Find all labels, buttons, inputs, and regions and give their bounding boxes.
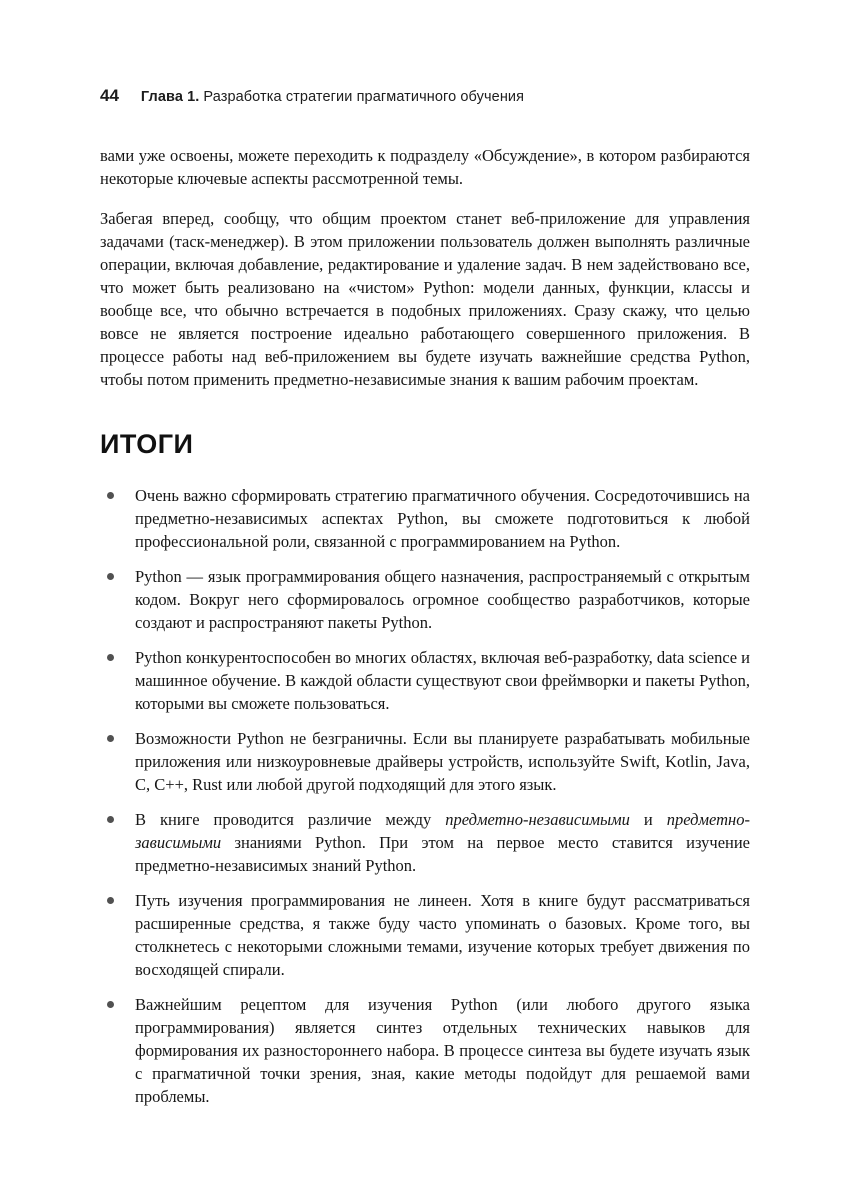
bullet-icon [107,492,114,499]
list-item [100,727,750,796]
intro-paragraph: Забегая вперед, сообщу, что общим проектом станет веб-приложение для управления задачами (таск-менеджер). В этом приложении пользователь должен выполнять различные операции, включая добавление, редактирование и удаление задач. В нем задействовано все, что может быть реализовано на «чистом» Python: модели данных, функции, классы и вообще все, что обычно встречается в подобных приложениях. Сразу скажу, что целью вовсе не является построение идеально работающего совершенного приложения. В процессе работы над веб-приложением вы будете изучать важнейшие средства Python, чтобы потом применить предметно-независимые знания к вашим рабочим проектам. [100,209,750,389]
bullet-icon [107,897,114,904]
bullet-icon [107,735,114,742]
list-item [100,993,750,1108]
bullet-icon [107,573,114,580]
bullet-icon [107,654,114,661]
list-item-text: Очень важно сформировать стратегию прагматичного обучения. Сосредоточившись на предметно-независимых аспектах Python, вы сможете подготовиться к любой профессиональной роли, связанной с программированием на Python. [135,486,750,551]
list-item [100,808,750,877]
list-item-text: В книге проводится различие между предметно-независимыми и предметно-зависимыми знаниями Python. При этом на первое место ставится изучение предметно-независимых знаний Python. [135,810,750,875]
list-item [100,565,750,634]
list-item-text: Python — язык программирования общего назначения, распространяемый с открытым кодом. Вокруг него сформировалось огромное сообщество разработчиков, которые создают и распространяют пакеты Python. [135,567,750,632]
page-body [100,144,750,1108]
running-header [100,86,750,106]
list-item [100,484,750,553]
chapter-heading [141,89,524,105]
list-item-text: Python конкурентоспособен во многих областях, включая веб-разработку, data science и машинное обучение. В каждой области существуют свои фреймворки и пакеты Python, которыми вы сможете пользоваться. [135,648,750,713]
chapter-label: Глава 1. [140,89,200,105]
bullet-icon [107,1001,114,1008]
list-item-text: Важнейшим рецептом для изучения Python (или любого другого языка программирования) является синтез отдельных технических навыков для формирования их разностороннего набора. В процессе синтеза вы будете изучать язык с прагматичной точки зрения, зная, какие методы подойдут для решаемой вами проблемы. [135,995,750,1106]
list-item [100,646,750,715]
list-item-text: Путь изучения программирования не линеен. Хотя в книге будут рассматриваться расширенные средства, я также буду часто упоминать о базовых. Кроме того, вы столкнетесь с некоторыми сложными темами, изучение которых требует движения по восходящей спирали. [135,891,750,979]
summary-list [100,484,750,1108]
page-number: 44 [100,86,119,105]
chapter-title: Разработка стратегии прагматичного обучения [203,89,525,105]
bullet-icon [107,816,114,823]
list-item [100,889,750,981]
list-item-text: Возможности Python не безграничны. Если вы планируете разрабатывать мобильные приложения или низкоуровневые драйверы устройств, используйте Swift, Kotlin, Java, C, C++, Rust или любой другой подходящий для этого язык. [135,729,750,794]
intro-paragraph: вами уже освоены, можете переходить к подразделу «Обсуждение», в котором разбираются некоторые ключевые аспекты рассмотренной темы. [100,146,750,188]
section-title: ИТОГИ [100,429,194,459]
